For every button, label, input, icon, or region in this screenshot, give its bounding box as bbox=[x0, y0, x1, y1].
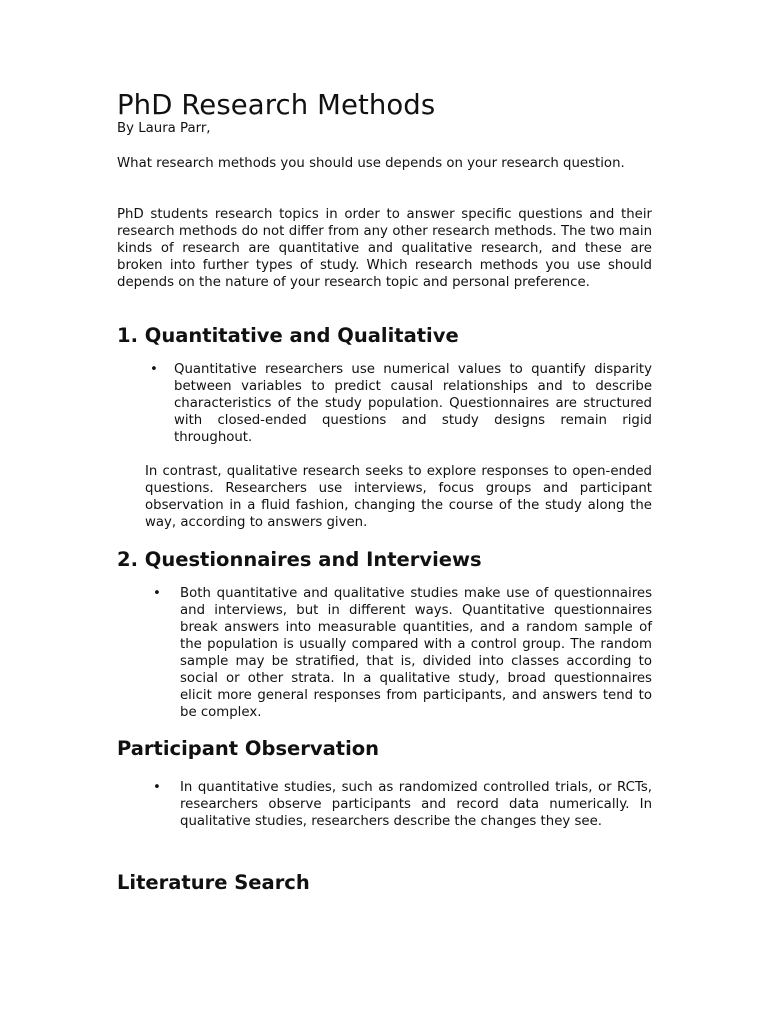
bullet-quantitative-researchers: Quantitative researchers use numerical values to quantify disparity between variables to predict causal relationships and to describe characteristics of the study population. Questionnaires are structured with closed-ended questions and study designs remain rigid throughout. bbox=[174, 362, 652, 445]
bullet-marker: • bbox=[153, 780, 161, 795]
section-heading-quantitative-qualitative: 1. Quantitative and Qualitative bbox=[117, 324, 459, 347]
overview-paragraph: PhD students research topics in order to answer specific questions and their research methods do not differ from any other research methods. The two main kinds of research are quantitative and qualitative research, and these are broken into further types of study. Which research methods you use should depends on the nature of your research topic and personal preference. bbox=[117, 207, 652, 290]
author-byline: By Laura Parr, bbox=[117, 121, 211, 136]
bullet-participant-observation: In quantitative studies, such as randomized controlled trials, or RCTs, researchers observe participants and record data numerically. In qualitative studies, researchers describe the changes they see. bbox=[180, 780, 652, 829]
qualitative-contrast-paragraph: In contrast, qualitative research seeks to explore responses to open-ended questions. Researchers use interviews, focus groups and participant observation in a fluid fashion, changing the course of the study along the way, according to answers given. bbox=[145, 464, 652, 530]
bullet-marker: • bbox=[153, 586, 161, 601]
section-heading-questionnaires-interviews: 2. Questionnaires and Interviews bbox=[117, 548, 482, 571]
bullet-marker: • bbox=[150, 362, 158, 377]
bullet-questionnaires-interviews: Both quantitative and qualitative studies make use of questionnaires and interviews, but in different ways. Quantitative questionnaires break answers into measurable quantities, and a random sample of the population is usually compared with a control group. The random sample may be stratified, that is, divided into classes according to social or other strata. In a qualitative study, broad questionnaires elicit more general responses from participants, and answers tend to be complex. bbox=[180, 586, 652, 720]
section-heading-literature-search: Literature Search bbox=[117, 871, 310, 894]
intro-paragraph: What research methods you should use depends on your research question. bbox=[117, 156, 625, 171]
document-title: PhD Research Methods bbox=[117, 89, 436, 121]
section-heading-participant-observation: Participant Observation bbox=[117, 737, 380, 760]
